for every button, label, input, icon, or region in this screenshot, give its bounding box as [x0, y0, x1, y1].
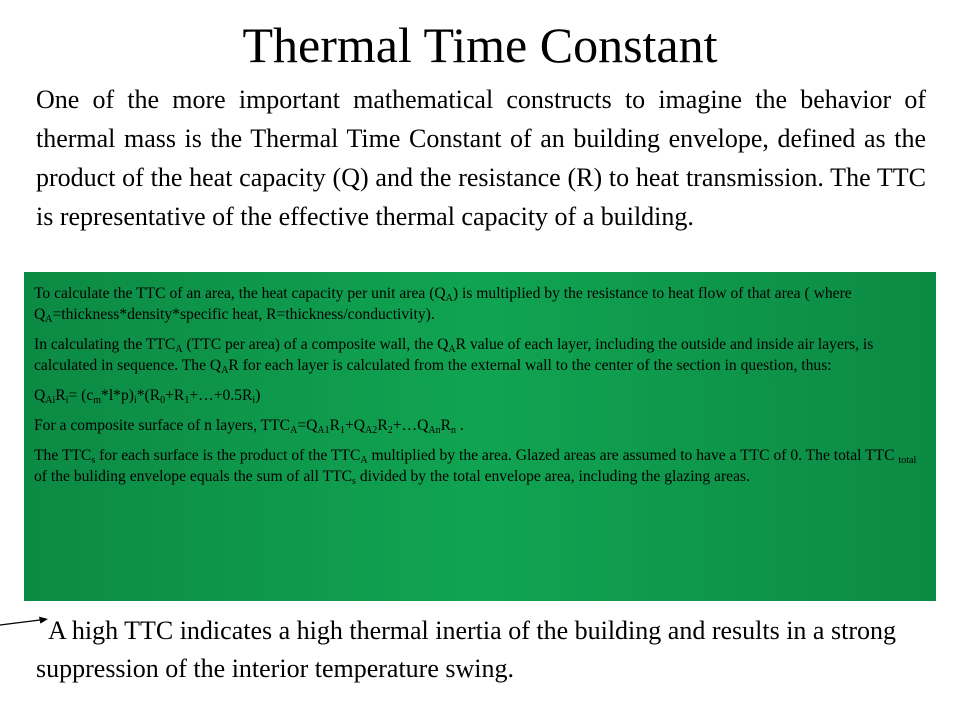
box-formula-layer: $Q_{Ai}R_i=$ $(c_m*l*p)_i*(R_0+R_1+\dots+0.5R_i)$ [34, 387, 261, 406]
slide-title: Thermal Time Constant [242, 17, 718, 73]
box-paragraph-2: In calculating the $TTC_A$ (TTC per area) of a composite wall, the $Q_AR$ value of each layer, including the outside and inside air layers, is calculated in sequence. The $Q_AR$ for each layer is calculated from the external wall to the center of the section in question, thus: [34, 336, 874, 376]
summary-paragraph: A high TTC indicates a high thermal inertia of the building and results in a strong suppression of the interior temperature swing. [36, 616, 896, 683]
box-paragraph-1: To calculate the TTC of an area, the heat capacity per unit area $(Q_A)$ is multiplied by the resistance to heat flow of that area ( where $Q_A=thickness*density*specific$ heat, R=thickness/conductivity). [34, 285, 852, 325]
box-paragraph-5: The $TTC_s$ for each surface is the product of the $TTC_A$ multiplied by the area. Glazed areas are assumed to have a TTC of 0. The total TTC $_{total}$ of the buliding envelope equals the sum of all $TTC_s$ divided by the total envelope area, including the glazing areas. [34, 447, 917, 487]
box-formula-composite: For a composite surface of n layers, $TTC_A=Q_{A1}R_1+Q_{A2}R_2+\dots Q_{An}R_n$ . [34, 417, 464, 436]
formula-box [24, 272, 936, 601]
intro-paragraph: One of the more important mathematical constructs to imagine the behavior of thermal mass is the Thermal Time Constant of an building envelope, defined as the product of the heat capacity (Q) and the resistance (R) to heat transmission. The TTC is representative of the effective thermal capacity of a building. [36, 85, 926, 231]
